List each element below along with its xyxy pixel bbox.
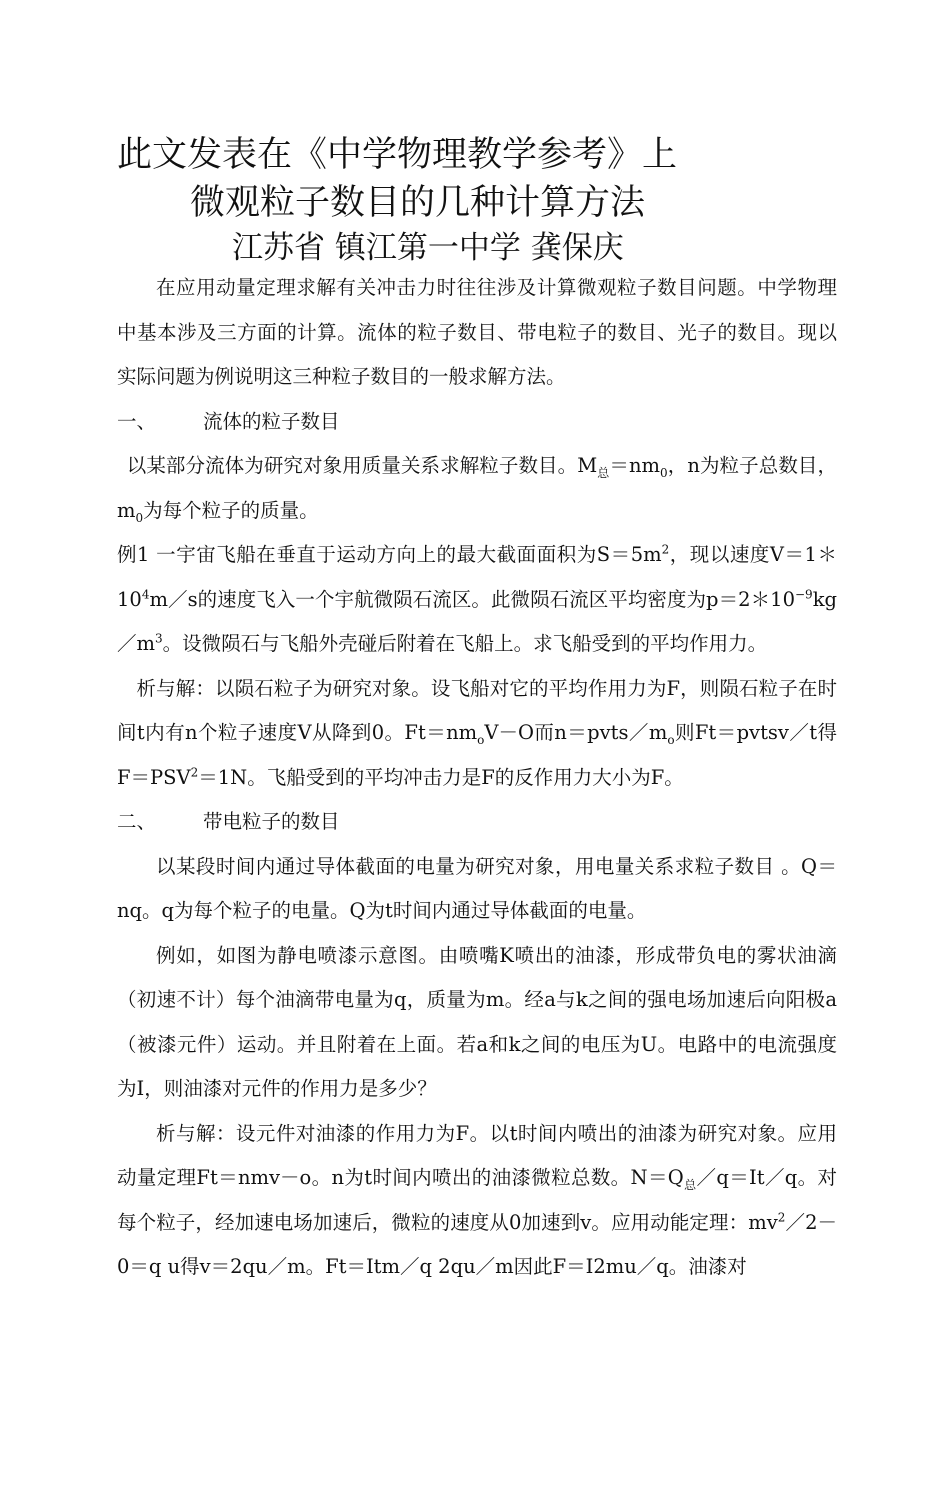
intro-paragraph: 在应用动量定理求解有关冲击力时往往涉及计算微观粒子数目问题。中学物理中基本涉及三方面的计算。流体的粒子数目、带电粒子的数目、光子的数目。现以实际问题为例说明这三种粒子数目的一般求解方法。 bbox=[117, 276, 837, 388]
article-body bbox=[117, 266, 837, 1290]
section-2-heading bbox=[117, 800, 837, 845]
section-2-description: 以某段时间内通过导体截面的电量为研究对象，用电量关系求粒子数目 。Q＝nq。q为每个粒子的电量。Q为t时间内通过导体截面的电量。 bbox=[117, 854, 837, 922]
section-2-title: 带电粒子的数目 bbox=[203, 810, 340, 833]
section-2-number: 二、 bbox=[117, 810, 157, 833]
example-1-solution: 析与解：以陨石粒子为研究对象。设飞船对它的平均作用力为F，则陨石粒子在时间t内有n个粒子速度V从降到0。$Ft=nm_oV-O$而$n=pvts/m_o$则Ft＝pvtsv／t得$F=PSV^2=1N$。飞船受到的平均冲击力是F的反作用力大小为F。 bbox=[117, 676, 837, 789]
section-1-description: 以某部分流体为研究对象用质量关系求解粒子数目。$M_总=nm_0$，n为粒子总数目，$m_0$为每个粒子的质量。 bbox=[117, 454, 837, 525]
example-2-solution: 析与解：设元件对油漆的作用力为F。以t时间内喷出的油漆为研究对象。应用动量定理Ft＝nmv－o。n为t时间内喷出的油漆微粒总数。$N=Q_总/q=It/q$。对每个粒子，经加速电场加速后，微粒的速度从0加速到v。应用动能定理：$mv^2/2-0=q$ u得v＝2qu／m。Ft＝Itm／q 2qu／m因此F＝I2mu／q。油漆对 bbox=[117, 1121, 837, 1278]
author-line: 江苏省 镇江第一中学 龚保庆 bbox=[232, 230, 624, 266]
section-1-number: 一、 bbox=[117, 409, 157, 433]
example-1: 例1 一宇宙飞船在垂直于运动方向上的最大截面面积为$S=5m^2$，现以速度$V=1*10^4m/s$的速度飞入一个宇航微陨石流区。此微陨石流区平均密度为$p=2*10^{-9}kg/m^3$。设微陨石与飞船外壳碰后附着在飞船上。求飞船受到的平均作用力。 bbox=[117, 542, 837, 655]
article-title: 微观粒子数目的几种计算方法 bbox=[190, 183, 646, 223]
section-1-title: 流体的粒子数目 bbox=[203, 409, 340, 433]
publication-note: 此文发表在《中学物理教学参考》上 bbox=[117, 135, 678, 175]
example-2: 例如，如图为静电喷漆示意图。由喷嘴K喷出的油漆，形成带负电的雾状油滴（初速不计）每个油滴带电量为q，质量为m。经a与k之间的强电场加速后向阳极a（被漆元件）运动。并且附着在上面。若a和k之间的电压为U。电路中的电流强度为I，则油漆对元件的作用力是多少？ bbox=[117, 943, 837, 1100]
section-1-heading bbox=[117, 400, 837, 445]
